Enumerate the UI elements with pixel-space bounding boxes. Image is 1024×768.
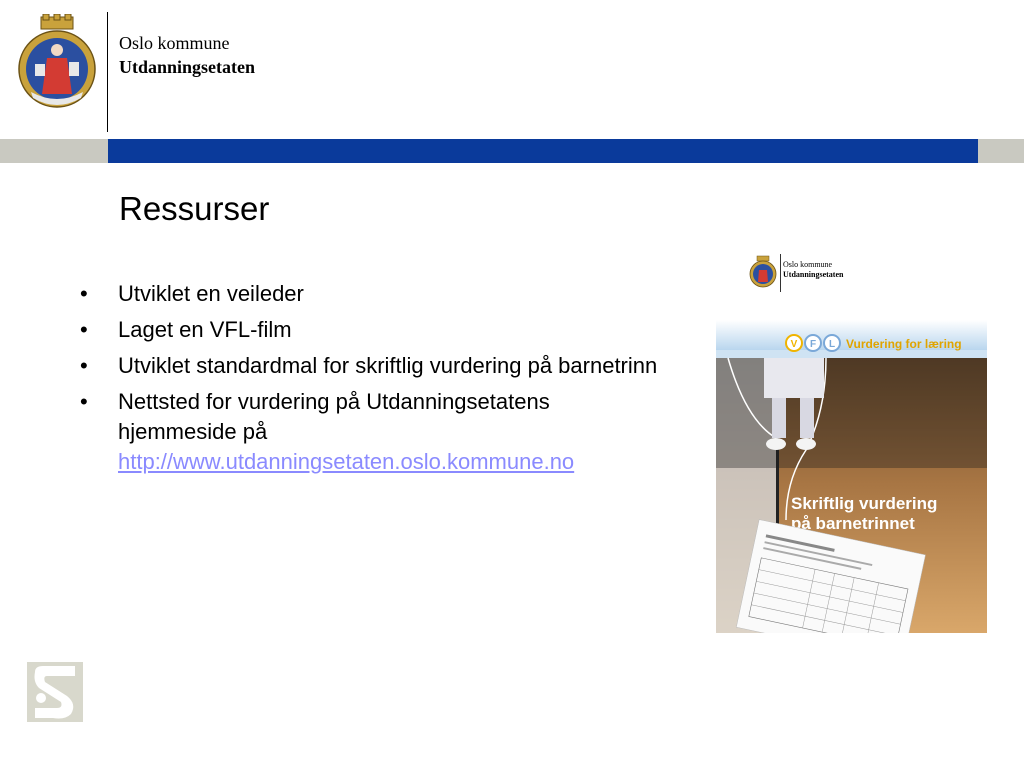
cover-headline-line-2: på barnetrinnet bbox=[791, 514, 915, 533]
vfl-badges bbox=[786, 335, 840, 351]
slide-title: Ressurser bbox=[119, 190, 270, 227]
oslo-coat-of-arms-icon bbox=[17, 14, 97, 114]
bullet-item bbox=[72, 279, 672, 309]
bullet-text: Nettsted for vurdering på Utdanningsetatens hjemmeside på bbox=[118, 389, 550, 444]
badge-letter-v: V bbox=[790, 339, 798, 350]
bullet-text: Laget en VFL-film bbox=[118, 317, 292, 342]
bullet-list bbox=[72, 279, 672, 483]
header-band-blue bbox=[108, 139, 978, 163]
bullet-marker: • bbox=[80, 389, 88, 414]
header-band-grey-left bbox=[0, 139, 108, 163]
header-band-grey-right bbox=[978, 139, 1024, 163]
mini-org-line-2-text: Utdanningsetaten bbox=[783, 270, 844, 279]
cover-banner-text: Vurdering for læring bbox=[846, 337, 962, 351]
org-line-1: Oslo kommune bbox=[119, 33, 230, 53]
mini-coat-of-arms-icon bbox=[749, 255, 777, 289]
badge-letter-f: F bbox=[809, 339, 817, 350]
mini-divider bbox=[780, 254, 781, 292]
badge-letter-l: L bbox=[828, 339, 836, 350]
mini-org-line-2 bbox=[783, 270, 843, 280]
bullet-item bbox=[72, 387, 672, 477]
oslo-s-logo-icon bbox=[27, 662, 83, 722]
org-line-2: Utdanningsetaten bbox=[119, 57, 256, 77]
mini-organization-name bbox=[783, 260, 843, 280]
mini-org-line-1: Oslo kommune bbox=[783, 260, 833, 269]
bullet-marker: • bbox=[80, 353, 88, 378]
bullet-marker: • bbox=[80, 281, 88, 306]
website-link[interactable]: http://www.utdanningsetaten.oslo.kommune.no bbox=[118, 449, 575, 474]
organization-name bbox=[119, 31, 255, 79]
bullet-text: Utviklet standardmal for skriftlig vurdering på barnetrinn bbox=[118, 353, 658, 378]
bullet-marker: • bbox=[80, 317, 88, 342]
header-divider bbox=[107, 12, 108, 132]
cover-headline-line-1: Skriftlig vurdering bbox=[791, 494, 938, 513]
bullet-item bbox=[72, 315, 672, 345]
bullet-text: Utviklet en veileder bbox=[118, 281, 304, 306]
publication-cover-image bbox=[716, 320, 987, 633]
bullet-item bbox=[72, 351, 672, 381]
